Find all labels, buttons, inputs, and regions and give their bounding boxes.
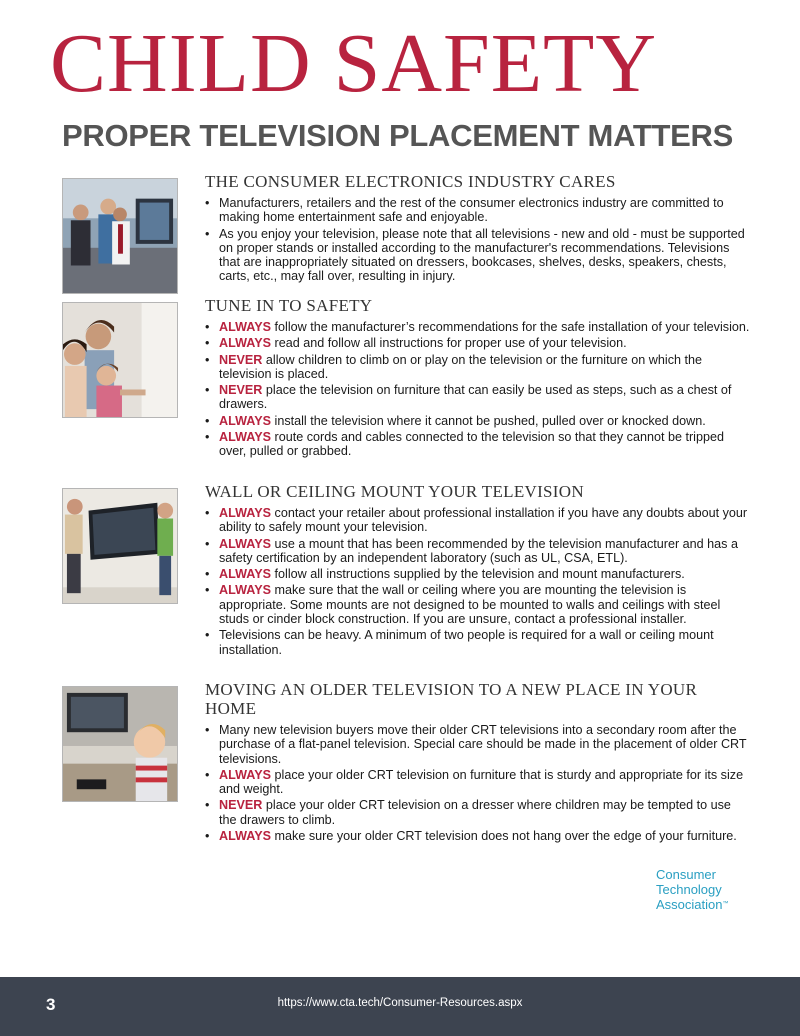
list-item: • ALWAYS install the television where it cannot be pushed, pulled over or knocked down. [205, 413, 706, 428]
list-item: • NEVER place your older CRT television on a dresser where children may be tempted to use the drawers to climb. [205, 798, 731, 827]
section-heading: TUNE IN TO SAFETY [205, 296, 373, 315]
list-item: • Manufacturers, retailers and the rest of the consumer electronics industry are committed to making home entertainment safe and enjoyable. [205, 196, 724, 225]
list-item: • ALWAYS read and follow all instructions for proper use of your television. [205, 336, 627, 351]
section-heading: THE CONSUMER ELECTRONICS INDUSTRY CARES [205, 172, 616, 191]
page-number: 3 [46, 995, 56, 1014]
photo-mounting-tv [62, 488, 178, 604]
logo-trademark: ™ [722, 901, 729, 907]
list-item: • ALWAYS follow all instructions supplied by the television and mount manufacturers. [205, 567, 685, 582]
footer-bar [0, 977, 800, 1036]
photo-retail-store [62, 178, 178, 294]
photo-child-with-crt [62, 686, 178, 802]
bullet-list [205, 506, 750, 657]
list-item: • NEVER allow children to climb on or play on the television or the furniture on which the television is placed. [205, 352, 703, 381]
logo-line-3: Association [656, 897, 723, 912]
list-item: • ALWAYS make sure that the wall or ceiling where you are mounting the television is appropriate. Some mounts are not designed to be mounted to walls and ceilings with steel studs or cinder block construction. If you are unsure, contact a professional installer. [205, 583, 721, 627]
section-heading: WALL OR CEILING MOUNT YOUR TELEVISION [205, 482, 584, 501]
list-item: • ALWAYS contact your retailer about professional installation if you have any doubts about your ability to safely mount your television. [205, 506, 748, 535]
list-item: • ALWAYS make sure your older CRT television does not hang over the edge of your furniture. [205, 829, 737, 844]
list-item: • ALWAYS place your older CRT television on furniture that is sturdy and appropriate for its size and weight. [205, 767, 744, 797]
bullet-list [205, 196, 750, 284]
footer-url-link[interactable]: https://www.cta.tech/Consumer-Resources.aspx [277, 997, 523, 1009]
list-item: • ALWAYS follow the manufacturer’s recommendations for the safe installation of your television. [205, 320, 750, 334]
list-item: • Televisions can be heavy. A minimum of two people is required for a wall or ceiling mount installation. [205, 628, 714, 657]
cta-logo [656, 867, 728, 912]
section-heading: MOVING AN OLDER TELEVISION TO A NEW PLACE IN YOUR HOME [205, 680, 698, 718]
page-title: CHILD SAFETY [50, 17, 658, 110]
logo-line-1: Consumer [656, 867, 716, 882]
list-item: • Many new television buyers move their older CRT televisions into a secondary room after the purchase of a flat-panel television. Special care should be made in the placement of older CRT televisions. [205, 723, 747, 766]
list-item: • As you enjoy your television, please note that all televisions - new and old - must be supported on proper stands or installed according to the manufacturer's recommendations. Televisions that are inappropriately situated on dressers, bookcases, shelves, desks, speakers, chests, carts, etc., may fall over, resulting in injury. [205, 226, 745, 284]
list-item: • ALWAYS use a mount that has been recommended by the television manufacturer and has a safety certification by an independent laboratory (such as UL, CSA, ETL). [205, 536, 738, 565]
list-item: • ALWAYS route cords and cables connected to the television so that they cannot be tripped over, pulled or grabbed. [205, 430, 725, 459]
photo-family-watching [62, 302, 178, 418]
bullet-list [205, 723, 750, 843]
logo-line-2: Technology [656, 882, 722, 897]
bullet-list [205, 320, 750, 459]
list-item: • NEVER place the television on furniture that can easily be used as steps, such as a chest of drawers. [205, 383, 732, 412]
page-subtitle: PROPER TELEVISION PLACEMENT MATTERS [62, 118, 733, 153]
